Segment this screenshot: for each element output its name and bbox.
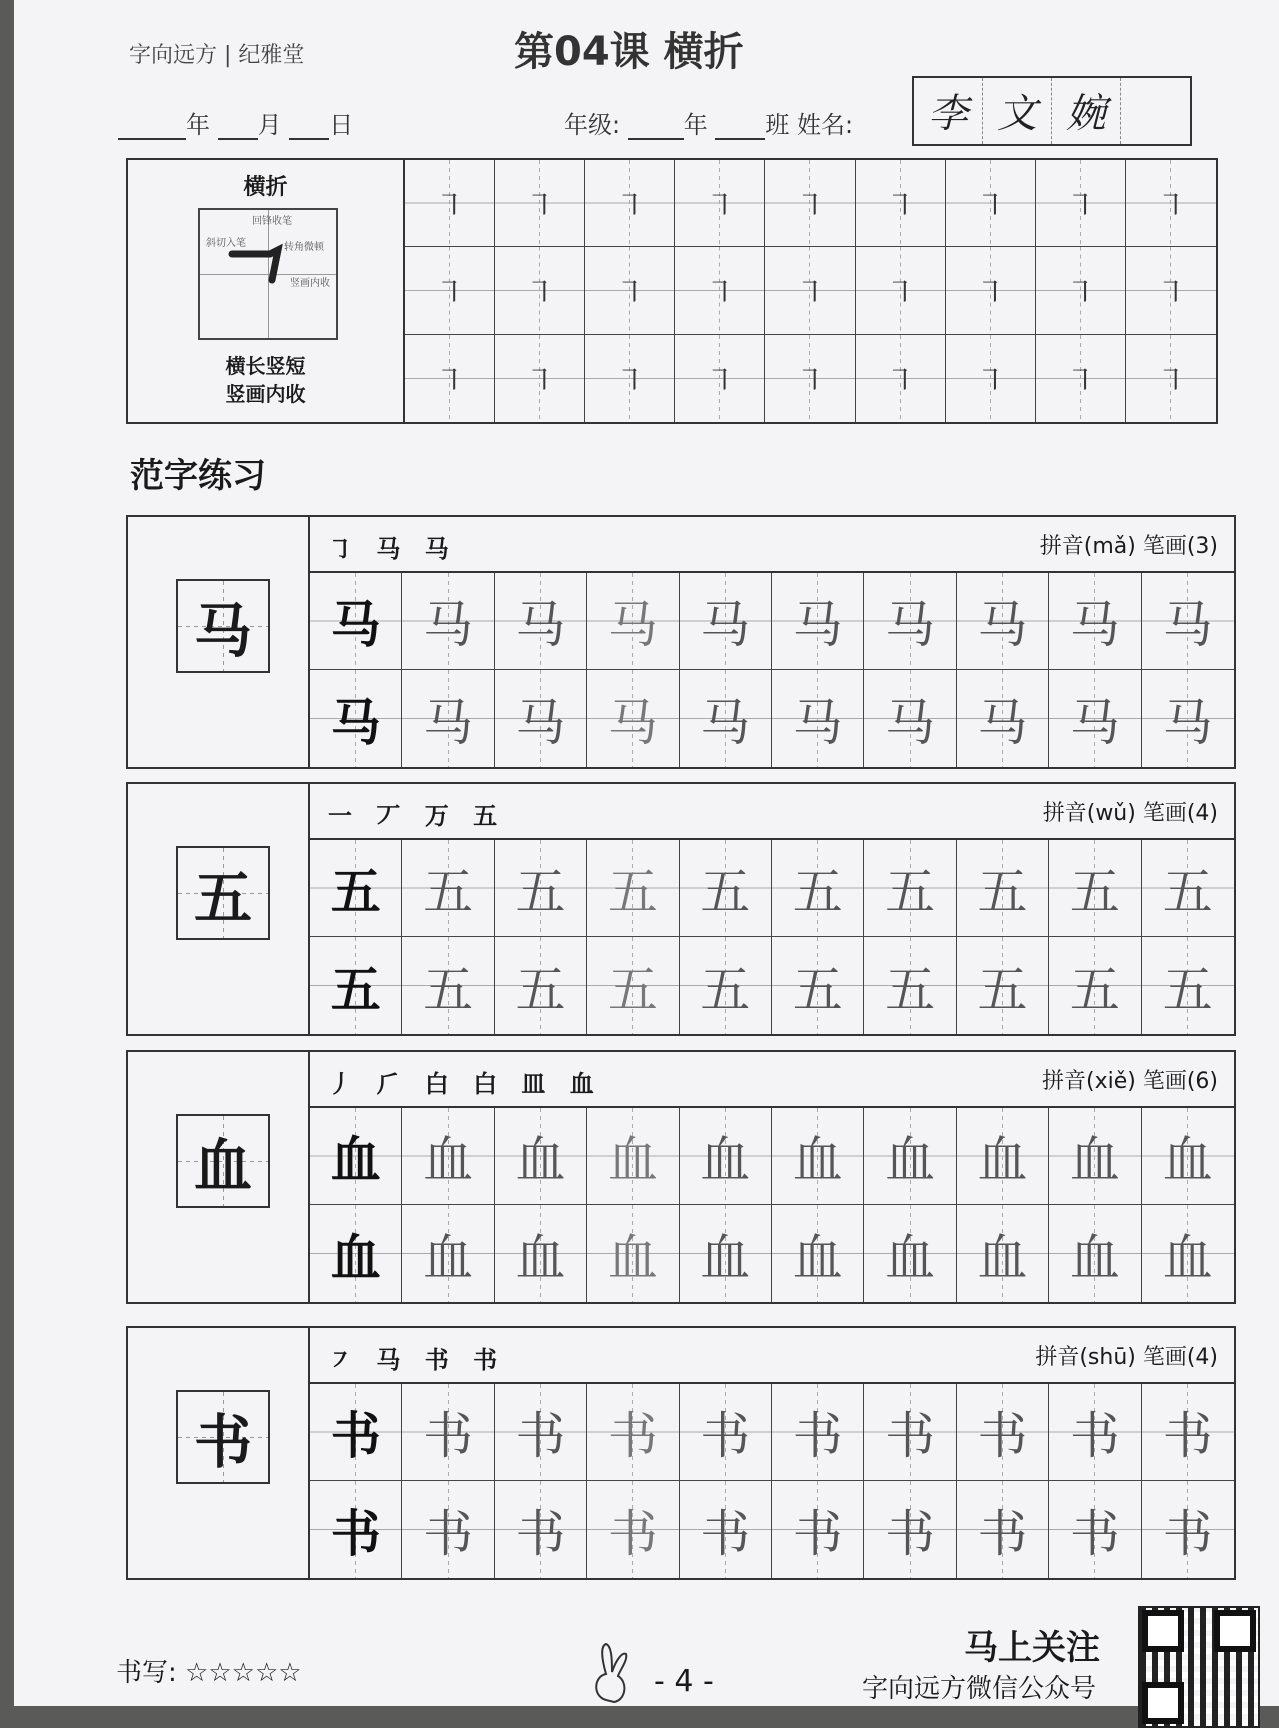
practice-cell xyxy=(957,937,1049,1034)
char-info-row xyxy=(310,517,1234,573)
practice-char: 五 xyxy=(1069,863,1120,921)
stroke-glyph: ㇕ xyxy=(975,276,1006,312)
practice-char: 书 xyxy=(607,1504,658,1563)
stroke-practice-cell xyxy=(1126,160,1216,247)
practice-cell xyxy=(587,840,679,937)
stroke-glyph: ㇕ xyxy=(614,364,645,400)
practice-cell xyxy=(1049,1384,1141,1481)
stroke-practice-cell xyxy=(856,160,946,247)
practice-char: 血 xyxy=(330,1227,381,1287)
practice-cell xyxy=(1049,670,1141,767)
stroke-practice-table xyxy=(126,158,1218,424)
practice-cell xyxy=(495,573,587,670)
diagram-label: 回锋收笔 xyxy=(252,216,292,227)
practice-cell xyxy=(957,1384,1049,1481)
stroke-glyph: ㇕ xyxy=(1065,364,1096,400)
stroke-glyph: ㇕ xyxy=(614,276,645,312)
student-name-box xyxy=(912,76,1192,146)
practice-char: 书 xyxy=(607,1407,658,1465)
practice-char: 五 xyxy=(700,960,751,1019)
practice-char: 书 xyxy=(885,1504,936,1563)
stroke-practice-cell xyxy=(675,247,765,334)
practice-char: 马 xyxy=(792,693,843,752)
practice-cell xyxy=(402,670,494,767)
practice-panel xyxy=(310,784,1234,1034)
follow-title: 马上关注 xyxy=(964,1628,1100,1668)
stroke-glyph: ㇕ xyxy=(524,189,555,225)
practice-char: 血 xyxy=(792,1228,843,1287)
practice-char: 血 xyxy=(607,1228,658,1287)
stroke-glyph: ㇕ xyxy=(975,189,1006,225)
lesson-title: 第04课 横折 xyxy=(514,29,744,75)
stroke-practice-cell xyxy=(946,247,1036,334)
stroke-practice-cell xyxy=(405,335,495,422)
stroke-tip-2: 竖画内收 xyxy=(225,382,306,406)
practice-cell xyxy=(310,1384,402,1481)
pinyin-info: 拼音(wǔ) 笔画(4) xyxy=(1042,801,1218,826)
stroke-order: ㇆ 马 马 xyxy=(328,534,457,563)
practice-cell xyxy=(1049,1108,1141,1205)
practice-char: 五 xyxy=(515,863,566,921)
name-char: 婉 xyxy=(1066,91,1106,137)
practice-char: 马 xyxy=(423,693,474,752)
practice-cell xyxy=(1049,1481,1141,1578)
stroke-glyph: ㇕ xyxy=(524,364,555,400)
practice-cell xyxy=(864,1108,956,1205)
practice-cell xyxy=(1142,1108,1234,1205)
model-char: 马 xyxy=(176,579,270,673)
practice-char: 马 xyxy=(700,693,751,752)
practice-char: 五 xyxy=(977,863,1028,921)
practice-char: 马 xyxy=(330,595,381,654)
stroke-practice-cell xyxy=(1036,160,1126,247)
name-char: 李 xyxy=(928,91,968,137)
stroke-glyph: ㇕ xyxy=(885,364,916,400)
stroke-practice-cell xyxy=(856,335,946,422)
stroke-glyph: ㇕ xyxy=(434,189,465,225)
practice-char: 血 xyxy=(607,1131,658,1189)
stroke-practice-cell xyxy=(495,335,585,422)
practice-cell xyxy=(957,1481,1049,1578)
practice-cell xyxy=(772,670,864,767)
stroke-practice-cell xyxy=(765,335,855,422)
practice-char: 血 xyxy=(423,1228,474,1287)
stroke-practice-grid xyxy=(405,160,1216,422)
practice-char: 马 xyxy=(607,693,658,752)
stroke-practice-cell xyxy=(765,160,855,247)
practice-cell xyxy=(957,840,1049,937)
practice-char: 五 xyxy=(330,959,381,1019)
practice-cell xyxy=(680,1205,772,1302)
practice-cell xyxy=(1049,573,1141,670)
practice-cell xyxy=(1142,1481,1234,1578)
practice-cell xyxy=(680,1481,772,1578)
practice-cell xyxy=(864,1481,956,1578)
character-block-wu xyxy=(126,782,1236,1036)
practice-char: 书 xyxy=(1069,1504,1120,1563)
practice-char: 马 xyxy=(423,596,474,654)
pinyin-info: 拼音(xiě) 笔画(6) xyxy=(1042,1069,1218,1094)
diagram-label: 竖画内收 xyxy=(290,278,330,289)
diagram-label: 转角微顿 xyxy=(284,242,324,253)
stroke-order: 一 丆 万 五 xyxy=(328,801,506,830)
stroke-glyph: ㇕ xyxy=(794,364,825,400)
practice-cell xyxy=(957,1205,1049,1302)
practice-char: 书 xyxy=(700,1407,751,1465)
practice-char: 书 xyxy=(515,1504,566,1563)
practice-cell xyxy=(957,573,1049,670)
stroke-glyph: ㇕ xyxy=(524,276,555,312)
practice-char: 书 xyxy=(423,1504,474,1563)
stroke-glyph: ㇕ xyxy=(1155,276,1186,312)
stroke-glyph: ㇕ xyxy=(704,189,735,225)
practice-char: 马 xyxy=(885,693,936,752)
practice-grid xyxy=(310,573,1234,767)
stroke-glyph: ㇕ xyxy=(975,364,1006,400)
page-number: - 4 - xyxy=(654,1664,714,1699)
stroke-glyph: ㇕ xyxy=(434,364,465,400)
stroke-practice-cell xyxy=(946,335,1036,422)
model-char: 五 xyxy=(176,846,270,940)
practice-char: 血 xyxy=(515,1131,566,1189)
practice-char: 血 xyxy=(1162,1131,1213,1189)
practice-char: 书 xyxy=(330,1503,381,1563)
practice-cell xyxy=(495,937,587,1034)
practice-cell xyxy=(864,937,956,1034)
practice-cell xyxy=(402,1384,494,1481)
practice-cell xyxy=(402,573,494,670)
stroke-glyph: ㇕ xyxy=(1155,364,1186,400)
practice-char: 马 xyxy=(1069,596,1120,654)
stroke-practice-cell xyxy=(405,160,495,247)
practice-char: 马 xyxy=(1069,693,1120,752)
hengzhe-stroke-diagram xyxy=(200,210,336,338)
practice-cell xyxy=(864,840,956,937)
practice-char: 五 xyxy=(700,863,751,921)
practice-cell xyxy=(1049,937,1141,1034)
practice-cell xyxy=(864,670,956,767)
practice-grid xyxy=(310,1384,1234,1578)
stroke-glyph: ㇕ xyxy=(704,364,735,400)
brand-logo: 字向远方 | 纪雅堂 xyxy=(129,43,305,68)
practice-panel xyxy=(310,1052,1234,1302)
practice-panel xyxy=(310,517,1234,767)
practice-char: 血 xyxy=(700,1228,751,1287)
practice-char: 马 xyxy=(885,596,936,654)
practice-cell xyxy=(680,1384,772,1481)
practice-cell xyxy=(1142,670,1234,767)
practice-cell xyxy=(772,937,864,1034)
practice-cell xyxy=(957,670,1049,767)
grade-class-field: 年级: 年 班 姓名: xyxy=(564,111,854,139)
practice-char: 血 xyxy=(885,1131,936,1189)
practice-char: 血 xyxy=(330,1130,381,1189)
practice-cell xyxy=(587,1481,679,1578)
practice-cell xyxy=(772,573,864,670)
practice-cell xyxy=(772,840,864,937)
stroke-practice-cell xyxy=(585,160,675,247)
practice-char: 五 xyxy=(607,863,658,921)
practice-char: 书 xyxy=(792,1504,843,1563)
model-char-panel xyxy=(128,517,310,767)
practice-cell xyxy=(310,573,402,670)
practice-char: 五 xyxy=(423,863,474,921)
stroke-name: 横折 xyxy=(243,175,288,200)
practice-cell xyxy=(680,937,772,1034)
practice-cell xyxy=(402,1205,494,1302)
practice-char: 五 xyxy=(885,863,936,921)
stroke-practice-cell xyxy=(765,247,855,334)
practice-grid xyxy=(310,840,1234,1034)
model-char-panel xyxy=(128,1328,310,1578)
practice-char: 五 xyxy=(330,862,381,921)
practice-char: 五 xyxy=(977,960,1028,1019)
stroke-info-panel xyxy=(128,160,405,422)
practice-cell xyxy=(772,1384,864,1481)
practice-char: 五 xyxy=(885,960,936,1019)
practice-cell xyxy=(680,670,772,767)
practice-cell xyxy=(402,1481,494,1578)
stroke-practice-cell xyxy=(405,247,495,334)
practice-cell xyxy=(1142,1384,1234,1481)
practice-char: 书 xyxy=(423,1407,474,1465)
practice-cell xyxy=(680,573,772,670)
practice-panel xyxy=(310,1328,1234,1578)
practice-char: 血 xyxy=(515,1228,566,1287)
practice-cell xyxy=(495,840,587,937)
practice-char: 马 xyxy=(515,596,566,654)
practice-cell xyxy=(957,1108,1049,1205)
practice-cell xyxy=(310,937,402,1034)
worksheet-page xyxy=(14,0,1279,1706)
practice-cell xyxy=(495,1384,587,1481)
stroke-glyph: ㇕ xyxy=(794,189,825,225)
practice-char: 书 xyxy=(885,1407,936,1465)
stroke-practice-cell xyxy=(946,160,1036,247)
stroke-glyph: ㇕ xyxy=(1065,276,1096,312)
stroke-practice-cell xyxy=(1036,247,1126,334)
practice-cell xyxy=(587,1205,679,1302)
practice-cell xyxy=(495,1108,587,1205)
practice-cell xyxy=(1142,937,1234,1034)
stroke-glyph: ㇕ xyxy=(614,189,645,225)
char-info-row xyxy=(310,784,1234,840)
pinyin-info: 拼音(shū) 笔画(4) xyxy=(1035,1345,1218,1370)
practice-char: 五 xyxy=(792,863,843,921)
practice-cell xyxy=(680,1108,772,1205)
practice-cell xyxy=(587,573,679,670)
rabbit-icon xyxy=(586,1640,636,1706)
practice-char: 书 xyxy=(1162,1407,1213,1465)
practice-char: 马 xyxy=(977,693,1028,752)
character-block-ma xyxy=(126,515,1236,769)
practice-grid xyxy=(310,1108,1234,1302)
practice-char: 血 xyxy=(885,1228,936,1287)
diagram-label: 斜切入笔 xyxy=(206,238,246,249)
follow-subtitle: 字向远方微信公众号 xyxy=(862,1674,1097,1704)
practice-char: 五 xyxy=(1069,960,1120,1019)
practice-char: 马 xyxy=(330,692,381,752)
stroke-glyph: ㇕ xyxy=(885,276,916,312)
practice-char: 书 xyxy=(792,1407,843,1465)
practice-cell xyxy=(310,670,402,767)
practice-char: 马 xyxy=(1162,596,1213,654)
model-char-panel xyxy=(128,784,310,1034)
stroke-glyph: ㇕ xyxy=(1155,189,1186,225)
char-info-row xyxy=(310,1328,1234,1384)
practice-cell xyxy=(310,1481,402,1578)
practice-cell xyxy=(680,840,772,937)
model-char: 血 xyxy=(176,1114,270,1208)
practice-char: 血 xyxy=(423,1131,474,1189)
practice-cell xyxy=(402,937,494,1034)
practice-cell xyxy=(864,1384,956,1481)
practice-char: 五 xyxy=(1162,960,1213,1019)
stroke-glyph: ㇕ xyxy=(704,276,735,312)
practice-char: 血 xyxy=(700,1131,751,1189)
stroke-tip-1: 横长竖短 xyxy=(225,354,306,378)
practice-char: 五 xyxy=(1162,863,1213,921)
practice-char: 书 xyxy=(977,1407,1028,1465)
practice-char: 血 xyxy=(1162,1228,1213,1287)
practice-cell xyxy=(1049,840,1141,937)
stroke-practice-cell xyxy=(585,247,675,334)
stroke-order: ㇇ 马 书 书 xyxy=(328,1345,506,1374)
date-field: 年 月 日 xyxy=(118,105,353,140)
pinyin-info: 拼音(mǎ) 笔画(3) xyxy=(1039,534,1218,559)
practice-char: 书 xyxy=(330,1406,381,1465)
practice-char: 五 xyxy=(515,960,566,1019)
practice-cell xyxy=(1142,840,1234,937)
practice-cell xyxy=(772,1108,864,1205)
stroke-practice-cell xyxy=(1126,247,1216,334)
practice-cell xyxy=(864,1205,956,1302)
practice-cell xyxy=(310,840,402,937)
model-char-panel xyxy=(128,1052,310,1302)
stroke-glyph: ㇕ xyxy=(885,189,916,225)
stroke-practice-cell xyxy=(1126,335,1216,422)
practice-cell xyxy=(587,1108,679,1205)
practice-cell xyxy=(864,573,956,670)
stroke-order: 丿 ⺁ 白 白 皿 血 xyxy=(328,1069,602,1098)
practice-char: 马 xyxy=(700,596,751,654)
practice-char: 书 xyxy=(977,1504,1028,1563)
practice-char: 马 xyxy=(792,596,843,654)
practice-char: 五 xyxy=(607,960,658,1019)
practice-cell xyxy=(772,1481,864,1578)
stroke-glyph: ㇕ xyxy=(434,276,465,312)
practice-char: 书 xyxy=(1162,1504,1213,1563)
practice-cell xyxy=(310,1108,402,1205)
stroke-practice-cell xyxy=(856,247,946,334)
practice-char: 血 xyxy=(1069,1228,1120,1287)
practice-cell xyxy=(495,670,587,767)
model-char: 书 xyxy=(176,1390,270,1484)
practice-cell xyxy=(402,1108,494,1205)
character-block-xie xyxy=(126,1050,1236,1304)
practice-cell xyxy=(1142,1205,1234,1302)
practice-char: 书 xyxy=(700,1504,751,1563)
stroke-practice-cell xyxy=(495,247,585,334)
practice-cell xyxy=(1142,573,1234,670)
practice-cell xyxy=(1049,1205,1141,1302)
stroke-glyph: ㇕ xyxy=(1065,189,1096,225)
practice-cell xyxy=(310,1205,402,1302)
stroke-practice-cell xyxy=(675,335,765,422)
practice-cell xyxy=(495,1481,587,1578)
practice-cell xyxy=(587,937,679,1034)
practice-char: 马 xyxy=(977,596,1028,654)
stroke-glyph: ㇕ xyxy=(794,276,825,312)
stroke-practice-cell xyxy=(1036,335,1126,422)
practice-char: 血 xyxy=(977,1228,1028,1287)
stroke-practice-cell xyxy=(585,335,675,422)
practice-char: 马 xyxy=(607,596,658,654)
practice-cell xyxy=(587,1384,679,1481)
practice-char: 血 xyxy=(1069,1131,1120,1189)
practice-char: 五 xyxy=(423,960,474,1019)
practice-cell xyxy=(772,1205,864,1302)
practice-char: 血 xyxy=(977,1131,1028,1189)
stroke-diagram xyxy=(198,208,338,340)
practice-cell xyxy=(495,1205,587,1302)
name-char: 文 xyxy=(997,91,1037,137)
char-info-row xyxy=(310,1052,1234,1108)
character-block-shu xyxy=(126,1326,1236,1580)
practice-char: 书 xyxy=(1069,1407,1120,1465)
practice-char: 五 xyxy=(792,960,843,1019)
practice-char: 马 xyxy=(515,693,566,752)
section-title: 范字练习 xyxy=(130,456,266,496)
stroke-practice-cell xyxy=(675,160,765,247)
writing-rating: 书写: ☆☆☆☆☆ xyxy=(116,1658,302,1688)
qr-code-icon[interactable] xyxy=(1138,1606,1260,1728)
practice-char: 书 xyxy=(515,1407,566,1465)
practice-char: 血 xyxy=(792,1131,843,1189)
practice-cell xyxy=(587,670,679,767)
stroke-practice-cell xyxy=(495,160,585,247)
practice-cell xyxy=(402,840,494,937)
practice-char: 马 xyxy=(1162,693,1213,752)
